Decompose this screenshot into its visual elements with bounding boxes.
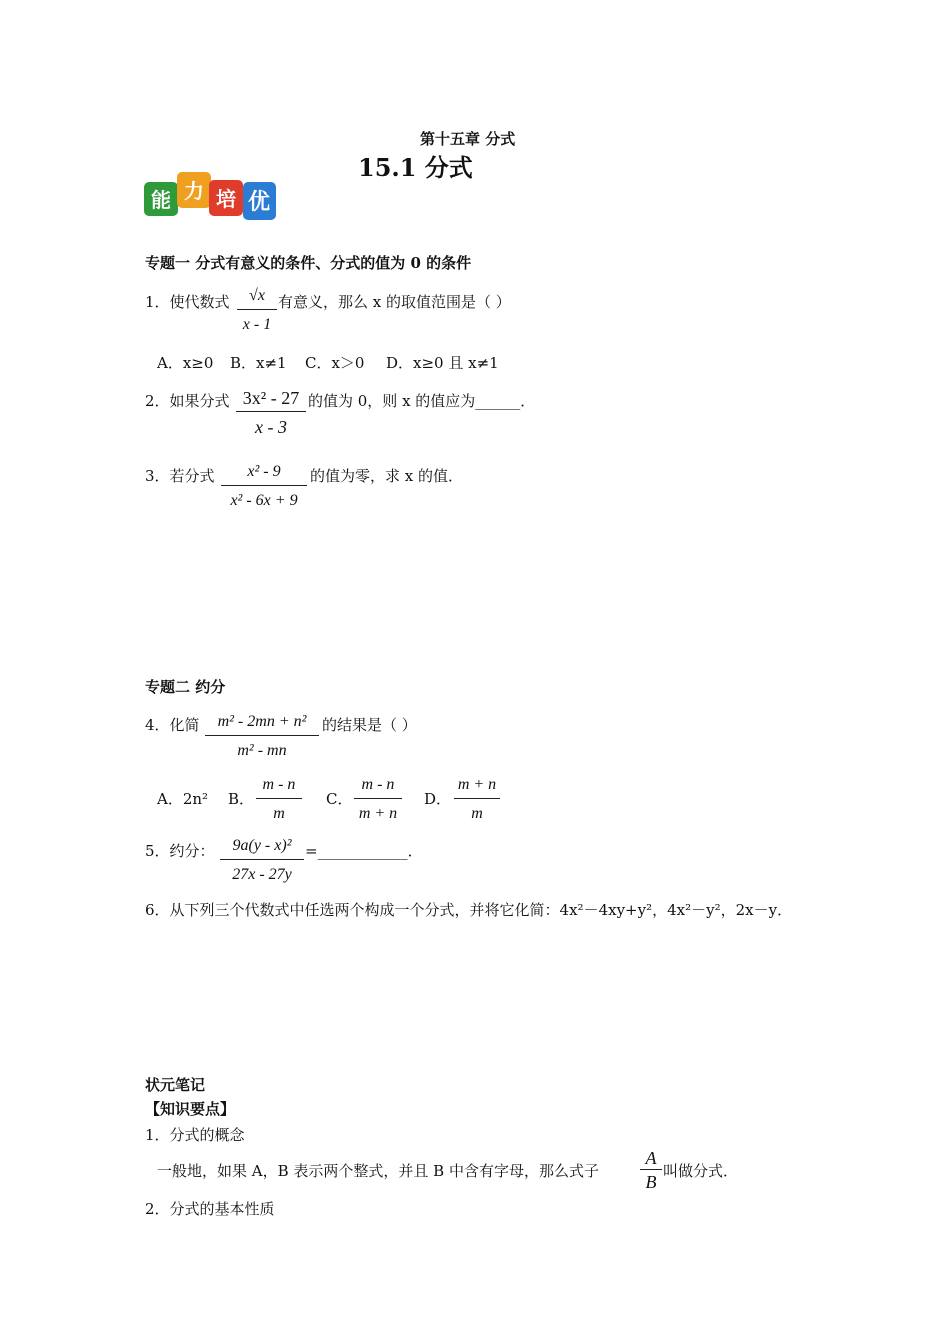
q3-suffix: 的值为零，求 x 的值． (310, 467, 463, 485)
q4-option-c-numerator: m - n (361, 776, 395, 793)
section-title: 15.1 分式 (358, 153, 473, 182)
q4-option-b-numerator: m - n (262, 776, 296, 793)
logo-char-3: 培 (216, 187, 236, 211)
q1-option-a: A．x≥0 (157, 354, 214, 372)
q1-suffix: 有意义，那么 x 的取值范围是（ ） (278, 293, 511, 311)
q3-numerator: x² - 9 (247, 463, 281, 480)
q2-suffix: 的值为 0，则 x 的值应为______． (308, 392, 536, 410)
q6-text: 6．从下列三个代数式中任选两个构成一个分式，并将它化简：4x²－4xy+y²，4x²－y²，2x－y． (145, 901, 793, 919)
q1-option-d: D．x≥0 且 x≠1 (386, 354, 499, 372)
q4-prefix: 4．化简 (145, 716, 200, 734)
q4-option-a: A．2n² (157, 790, 209, 808)
fraction-bar (205, 735, 319, 736)
q5-fraction (220, 836, 304, 885)
chapter-title: 第十五章 分式 (420, 130, 516, 148)
notes-item1-fraction (640, 1148, 662, 1192)
q2-numerator: 3x² - 27 (242, 388, 300, 408)
q1-denominator: x - 1 (242, 316, 272, 333)
q4-numerator: m² - 2mn + n² (217, 713, 307, 730)
topic2-heading: 专题二 约分 (145, 678, 226, 696)
q4-option-b-fraction (256, 775, 302, 824)
q5-suffix: =____________． (305, 842, 423, 860)
q2-denominator: x - 3 (255, 417, 287, 437)
logo-char-4: 优 (247, 190, 271, 215)
q4-fraction (205, 712, 319, 761)
logo-char-1: 能 (151, 188, 171, 212)
notes-item1-numerator: A (645, 1148, 657, 1168)
notes-item1-text: 一般地，如果 A，B 表示两个整式，并且 B 中含有字母，那么式子 (157, 1162, 599, 1180)
q1-fraction (237, 286, 277, 335)
fraction-bar (221, 485, 307, 486)
q5-numerator: 9a(y - x)² (232, 837, 292, 854)
q4-option-d-label: D． (424, 790, 452, 808)
fraction-bar (256, 798, 302, 799)
q4-option-b-denominator: m (273, 805, 285, 822)
q1-numerator: √x (249, 287, 265, 304)
fraction-bar (454, 798, 500, 799)
q4-option-d-numerator: m + n (457, 776, 497, 793)
q2-fraction (236, 388, 306, 437)
q3-fraction (221, 462, 307, 511)
notes-subheading: 【知识要点】 (145, 1100, 236, 1118)
q4-option-c-denominator: m + n (358, 805, 398, 822)
q2-prefix: 2．如果分式 (145, 392, 230, 410)
fraction-bar (354, 798, 402, 799)
q3-prefix: 3．若分式 (145, 467, 215, 485)
q4-option-c-label: C． (326, 790, 353, 808)
q5-prefix: 5．约分： (145, 842, 215, 860)
q4-option-b-label: B． (228, 790, 255, 808)
q4-option-d-fraction (454, 775, 500, 824)
fraction-bar (220, 859, 304, 860)
notes-item2-title: 2．分式的基本性质 (145, 1200, 275, 1218)
q4-option-d-denominator: m (471, 805, 483, 822)
fraction-bar (640, 1169, 662, 1170)
notes-item1-suffix: 叫做分式． (663, 1162, 739, 1180)
fraction-bar (237, 309, 277, 310)
notes-item1-denominator: B (645, 1172, 657, 1192)
q3-denominator: x² - 6x + 9 (230, 492, 298, 509)
q1-option-c: C．x＞0 (305, 354, 365, 372)
q1-prefix: 1．使代数式 (145, 293, 230, 311)
q4-option-c-fraction (354, 775, 402, 824)
q1-option-b: B．x≠1 (230, 354, 287, 372)
q5-denominator: 27x - 27y (232, 866, 292, 883)
ability-logo (143, 170, 277, 222)
q4-suffix: 的结果是（ ） (322, 716, 417, 734)
topic1-heading: 专题一 分式有意义的条件、分式的值为 0 的条件 (145, 254, 472, 272)
q4-denominator: m² - mn (237, 742, 287, 759)
notes-heading: 状元笔记 (145, 1076, 206, 1094)
fraction-bar (236, 411, 306, 412)
notes-item1-title: 1．分式的概念 (145, 1126, 245, 1144)
logo-char-2: 力 (184, 179, 204, 203)
